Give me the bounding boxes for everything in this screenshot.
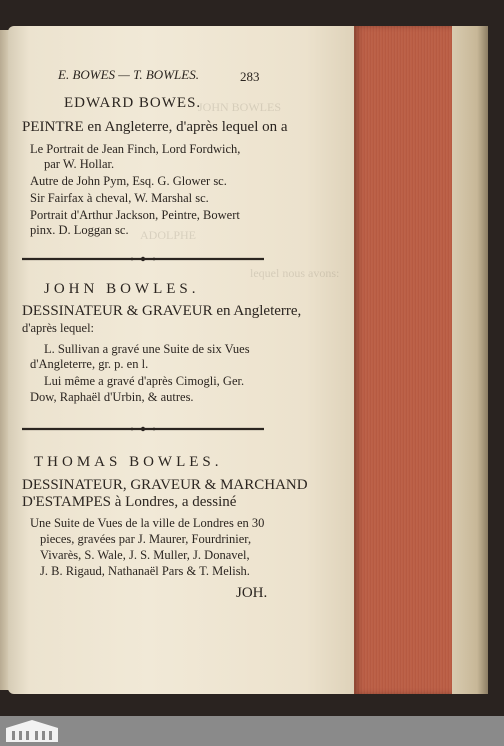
entry-line: d'Angleterre, gr. p. en l. (30, 357, 149, 371)
bleed-through: lequel nous avons: (250, 266, 340, 280)
entry-line: pieces, gravées par J. Maurer, Fourdrinier, (40, 532, 252, 546)
entry-lead: PEINTRE en Angleterre, d'après lequel on a (22, 119, 288, 135)
running-head: E. BOWES — T. BOWLES. (58, 67, 199, 82)
catchword: JOH. (236, 585, 268, 601)
entry-line: Autre de John Pym, Esq. G. Glower sc. (30, 174, 227, 188)
bleed-through: JOHN BOWLES (198, 100, 281, 114)
ornamental-rule (22, 256, 264, 262)
entry-line: Vivarès, S. Wale, J. S. Muller, J. Donavel, (40, 548, 250, 562)
entry-line: Une Suite de Vues de la ville de Londres en 30 (30, 516, 265, 530)
entry-name: THOMAS BOWLES. (34, 454, 223, 470)
entry-line: Le Portrait de Jean Finch, Lord Fordwich, (30, 142, 241, 156)
entry-line: Portrait d'Arthur Jackson, Peintre, Bowert (30, 208, 240, 222)
viewer-footer (0, 716, 504, 746)
entry-line: J. B. Rigaud, Nathanaël Pars & T. Melish. (40, 564, 250, 578)
bleed-through: ADOLPHE (140, 228, 196, 242)
entry-line: par W. Hollar. (44, 157, 115, 171)
entry-name: EDWARD BOWES. (64, 95, 202, 111)
entry-lead: DESSINATEUR, GRAVEUR & MARCHAND (22, 477, 308, 493)
entry-line: L. Sullivan a gravé une Suite de six Vues (44, 342, 250, 356)
entry-line: Lui même a gravé d'après Cimogli, Ger. (44, 374, 245, 388)
entry-line: pinx. D. Loggan sc. (30, 223, 129, 237)
book-cover-board (452, 26, 488, 694)
library-building-icon (4, 718, 60, 744)
entry-name: JOHN BOWLES. (44, 281, 200, 297)
page-number: 283 (240, 69, 260, 84)
entry-lead-cont: D'ESTAMPES à Londres, a dessiné (22, 494, 237, 510)
entry-line: Sir Fairfax à cheval, W. Marshal sc. (30, 191, 209, 205)
ornamental-rule (22, 426, 264, 432)
page-block-edges (354, 26, 454, 694)
entry-lead: DESSINATEUR & GRAVEUR en Angleterre, (22, 303, 302, 319)
entry-line: Dow, Raphaël d'Urbin, & autres. (30, 390, 194, 404)
entry-lead-cont: d'après lequel: (22, 321, 95, 335)
